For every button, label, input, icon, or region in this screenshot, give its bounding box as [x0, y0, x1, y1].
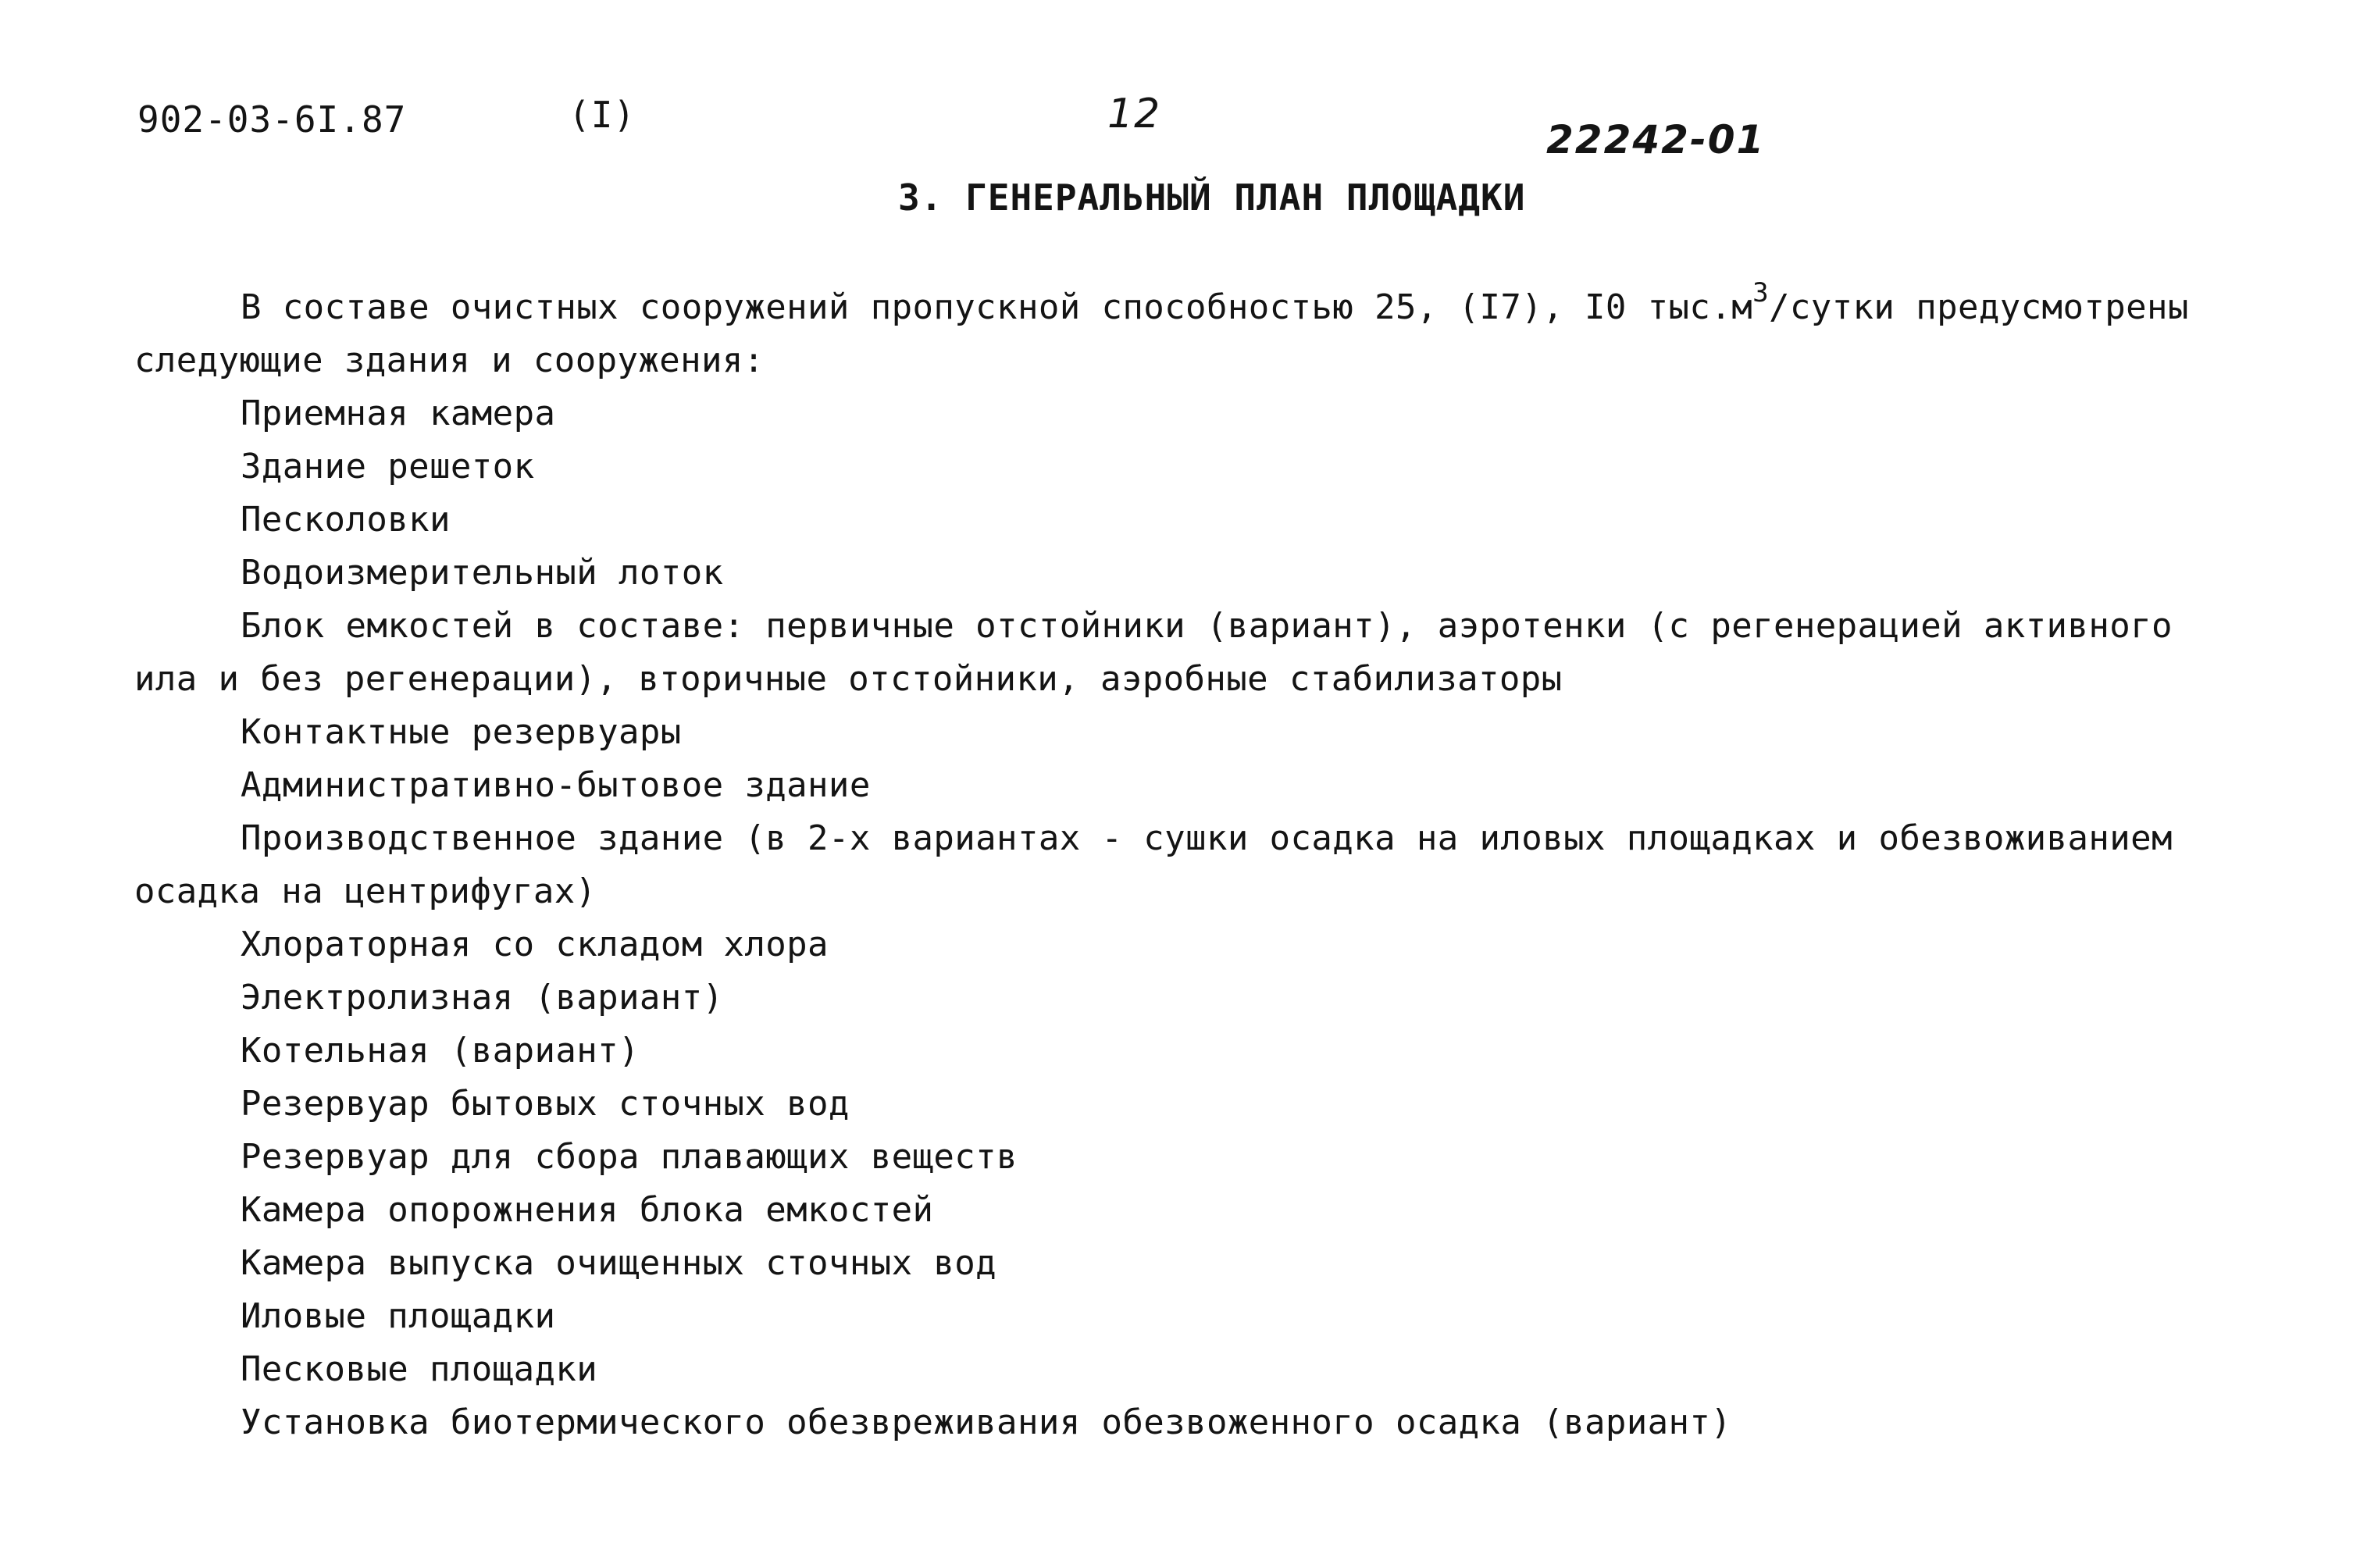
list-item: Приемная камера [241, 394, 556, 433]
sheet-marker: (I) [569, 94, 636, 136]
list-item: Административно-бытовое здание [241, 765, 871, 805]
list-item: Водоизмерительный лоток [241, 553, 724, 593]
body-text [134, 277, 2235, 1449]
list-item-continuation: осадка на центрифугах) [134, 871, 597, 911]
intro-text-part2: /сутки предусмотрены [1768, 287, 2189, 327]
archive-number: 22242-01 [1546, 117, 1766, 162]
list-item: Контактные резервуары [241, 712, 682, 752]
list-item: Резервуар бытовых сточных вод [241, 1084, 850, 1124]
list-item: Резервуар для сбора плавающих веществ [241, 1137, 1018, 1177]
list-item: Блок емкостей в составе: первичные отстойники (вариант), аэротенки (с регенерацией активного [241, 606, 2173, 646]
page-number: 12 [1107, 91, 1161, 137]
list-item: Установка биотермического обезвреживания обезвоженного осадка (вариант) [241, 1402, 1732, 1442]
list-item: Иловые площадки [241, 1296, 556, 1336]
list-item: Песковые площадки [241, 1349, 598, 1389]
list-item: Производственное здание (в 2-х вариантах - сушки осадка на иловых площадках и обезвоживанием [241, 818, 2173, 858]
list-item-continuation: ила и без регенерации), вторичные отстойники, аэробные стабилизаторы [134, 659, 1563, 699]
list-item: Песколовки [241, 500, 451, 540]
list-item: Электролизная (вариант) [241, 978, 724, 1017]
list-item: Здание решеток [241, 447, 535, 486]
list-item: Хлораторная со складом хлора [241, 925, 829, 964]
intro-line-continuation: следующие здания и сооружения: [134, 340, 765, 380]
list-item: Котельная (вариант) [241, 1031, 640, 1071]
intro-text-part1: В составе очистных сооружений пропускной способностью 25, (I7), I0 тыс.м [241, 287, 1753, 327]
list-item: Камера выпуска очищенных сточных вод [241, 1243, 997, 1283]
unit-superscript: 3 [1752, 277, 1769, 308]
section-title: 3. ГЕНЕРАЛЬНЫЙ ПЛАН ПЛОЩАДКИ [898, 176, 1526, 219]
intro-line [134, 277, 2235, 334]
document-code: 902-03-6I.87 [137, 98, 407, 141]
list-item: Камера опорожнения блока емкостей [241, 1190, 934, 1230]
